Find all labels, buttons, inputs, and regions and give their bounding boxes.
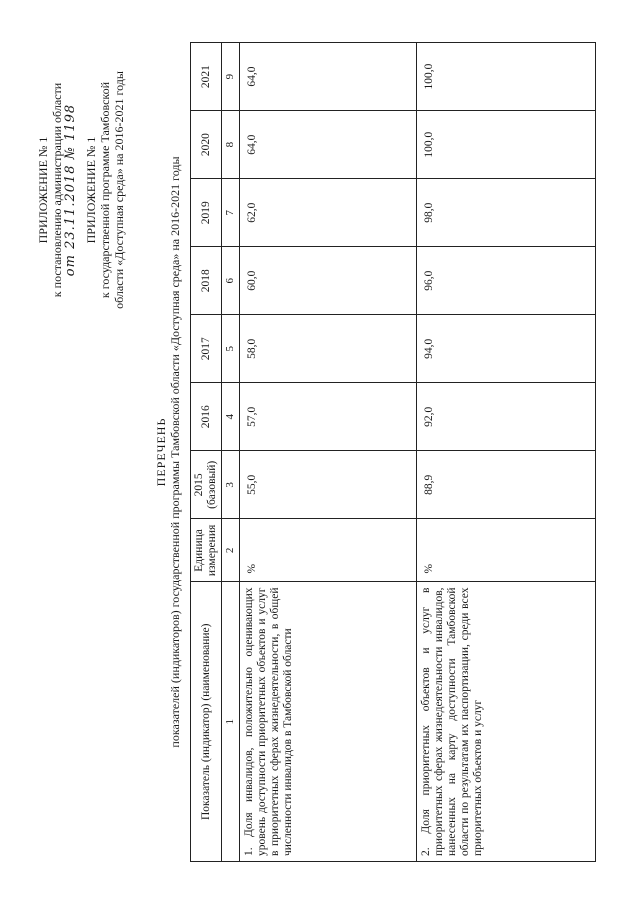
- value-cell: 92,0: [417, 383, 596, 451]
- column-number: 1: [222, 582, 240, 862]
- header-year-2015: 2015 (базовый): [191, 451, 222, 519]
- header-year-2019: 2019: [191, 179, 222, 247]
- value-cell: 98,0: [417, 179, 596, 247]
- value-cell: 94,0: [417, 315, 596, 383]
- header-year-2017: 2017: [191, 315, 222, 383]
- appendix-program-line1: к государственной программе Тамбовской: [98, 81, 112, 299]
- value-cell: 100,0: [417, 111, 596, 179]
- title-subtitle: показателей (индикаторов) государственной программы Тамбовской области «Доступная среда» на 2016-2021 годы: [168, 156, 182, 748]
- handwritten-date-number: от 23.11.2018 № 1198: [63, 103, 78, 277]
- column-number-row: [222, 43, 240, 862]
- header-indicator: Показатель (индикатор) (наименование): [191, 582, 222, 862]
- header-year-2020: 2020: [191, 111, 222, 179]
- appendix-program-title: ПРИЛОЖЕНИЕ № 1: [84, 136, 98, 244]
- value-cell: 57,0: [240, 383, 417, 451]
- header-year-2021: 2021: [191, 43, 222, 111]
- unit-cell: %: [417, 519, 596, 582]
- header-year-2018: 2018: [191, 247, 222, 315]
- column-number: 7: [222, 179, 240, 247]
- value-cell: 88,9: [417, 451, 596, 519]
- value-cell: 64,0: [240, 43, 417, 111]
- value-cell: 55,0: [240, 451, 417, 519]
- column-number: 4: [222, 383, 240, 451]
- value-cell: 58,0: [240, 315, 417, 383]
- column-number: 8: [222, 111, 240, 179]
- column-number: 9: [222, 43, 240, 111]
- column-number: 3: [222, 451, 240, 519]
- indicators-table: [190, 42, 596, 862]
- appendix-decree-line: к постановлению администрации области: [50, 82, 64, 298]
- appendix-program-line2: области «Доступная среда» на 2016-2021 годы: [112, 71, 126, 309]
- value-cell: 60,0: [240, 247, 417, 315]
- unit-cell: %: [240, 519, 417, 582]
- column-number: 2: [222, 519, 240, 582]
- appendix-block: [36, 40, 126, 340]
- table-row: [417, 43, 596, 862]
- value-cell: 100,0: [417, 43, 596, 111]
- document-page: [30, 22, 610, 882]
- document-title: [154, 22, 182, 882]
- header-year-2016: 2016: [191, 383, 222, 451]
- value-cell: 96,0: [417, 247, 596, 315]
- indicator-name: 1. Доля инвалидов, положительно оценивающих уровень доступности приоритетных объектов и услуг в приоритетных сферах жизнедеятельности, в общей численности инвалидов в Тамбовской области: [240, 582, 417, 862]
- title-heading: ПЕРЕЧЕНЬ: [154, 417, 168, 487]
- value-cell: 64,0: [240, 111, 417, 179]
- column-number: 5: [222, 315, 240, 383]
- appendix-title: ПРИЛОЖЕНИЕ № 1: [36, 136, 50, 244]
- header-unit: Единица измерения: [191, 519, 222, 582]
- indicator-name: 2. Доля приоритетных объектов и услуг в приоритетных сферах жизнедеятельности инвалидов, нанесенных на карту доступности Тамбовской области по результатам их паспортизации, среди всех приоритетных объектов и услуг: [417, 582, 596, 862]
- column-number: 6: [222, 247, 240, 315]
- table-header-row: [191, 43, 222, 862]
- value-cell: 62,0: [240, 179, 417, 247]
- table-row: [240, 43, 417, 862]
